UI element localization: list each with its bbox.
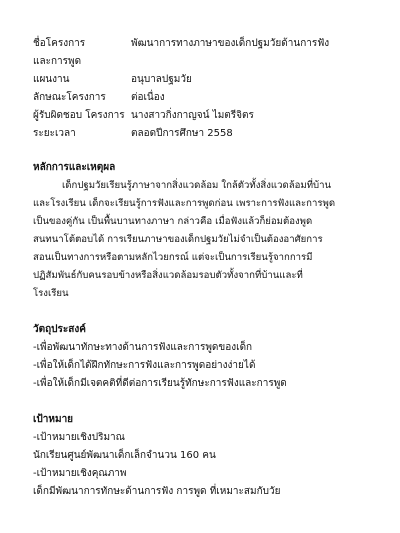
objective-item: -เพื่อให้เด็กได้ฝึกทักษะการฟังและการพูดอย่างง่ายได้ [33, 360, 256, 371]
rationale-line: โรงเรียน [33, 288, 69, 299]
goal-line: นักเรียนศูนย์พัฒนาเด็กเล็กจำนวน 160 คน [33, 450, 216, 461]
objective-item: -เพื่อให้เด็กมีเจตคติที่ดีต่อการเรียนรู้ทักษะการฟังและการพูด [33, 378, 287, 389]
goal-line: เด็กมีพัฒนาการทักษะด้านการฟัง การพูด ที่เหมาะสมกับวัย [33, 486, 281, 497]
rationale-heading: หลักการและเหตุผล [33, 162, 116, 173]
goal-line: -เป้าหมายเชิงปริมาณ [33, 432, 125, 443]
project-name-value: พัฒนาการทางภาษาของเด็กปฐมวัยด้านการฟัง [131, 38, 330, 49]
project-type-label: ลักษณะโครงการ [33, 92, 106, 103]
owner-label: ผู้รับผิดชอบ โครงการ [33, 110, 125, 121]
rationale-line: และโรงเรียน เด็กจะเรียนรู้การฟังและการพูดก่อน เพราะการฟังและการพูด [33, 198, 336, 209]
period-value: ตลอดปีการศึกษา 2558 [131, 128, 233, 139]
rationale-line: เด็กปฐมวัยเรียนรู้ภาษาจากสิ่งแวดล้อม ใกล้ตัวทั้งสิ่งแวดล้อมที่บ้าน [62, 180, 332, 191]
project-name-label: ชื่อโครงการ [33, 38, 86, 49]
objective-item: -เพื่อพัฒนาทักษะทางด้านการฟังและการพูดของเด็ก [33, 342, 253, 353]
plan-label: แผนงาน [33, 74, 70, 85]
goal-line: -เป้าหมายเชิงคุณภาพ [33, 468, 127, 479]
rationale-line: ปฏิสัมพันธ์กับคนรอบข้างหรือสิ่งแวดล้อมรอบตัวทั้งจากที่บ้านและที่ [33, 270, 303, 281]
plan-value: อนุบาลปฐมวัย [131, 74, 192, 85]
goals-heading: เป้าหมาย [33, 414, 74, 425]
project-name-value-continued: และการพูด [33, 56, 82, 67]
period-label: ระยะเวลา [33, 128, 76, 139]
owner-value: นางสาวกิ่งกาญจน์ ไมตรีจิตร [131, 110, 254, 121]
rationale-line: สนทนาโต้ตอบได้ การเรียนภาษาของเด็กปฐมวัยไม่จำเป็นต้องอาศัยการ [33, 234, 323, 245]
rationale-line: เป็นของคู่กัน เป็นพื้นบานทางภาษา กล่าวคือ เมื่อฟังแล้วก็ย่อมต้องพูด [33, 216, 313, 227]
project-type-value: ต่อเนื่อง [131, 92, 165, 103]
rationale-line: สอนเป็นทางการหรือตามหลักไวยกรณ์ แต่จะเป็นการเรียนรู้จากการมี [33, 252, 313, 263]
objectives-heading: วัตถุประสงค์ [33, 324, 86, 335]
